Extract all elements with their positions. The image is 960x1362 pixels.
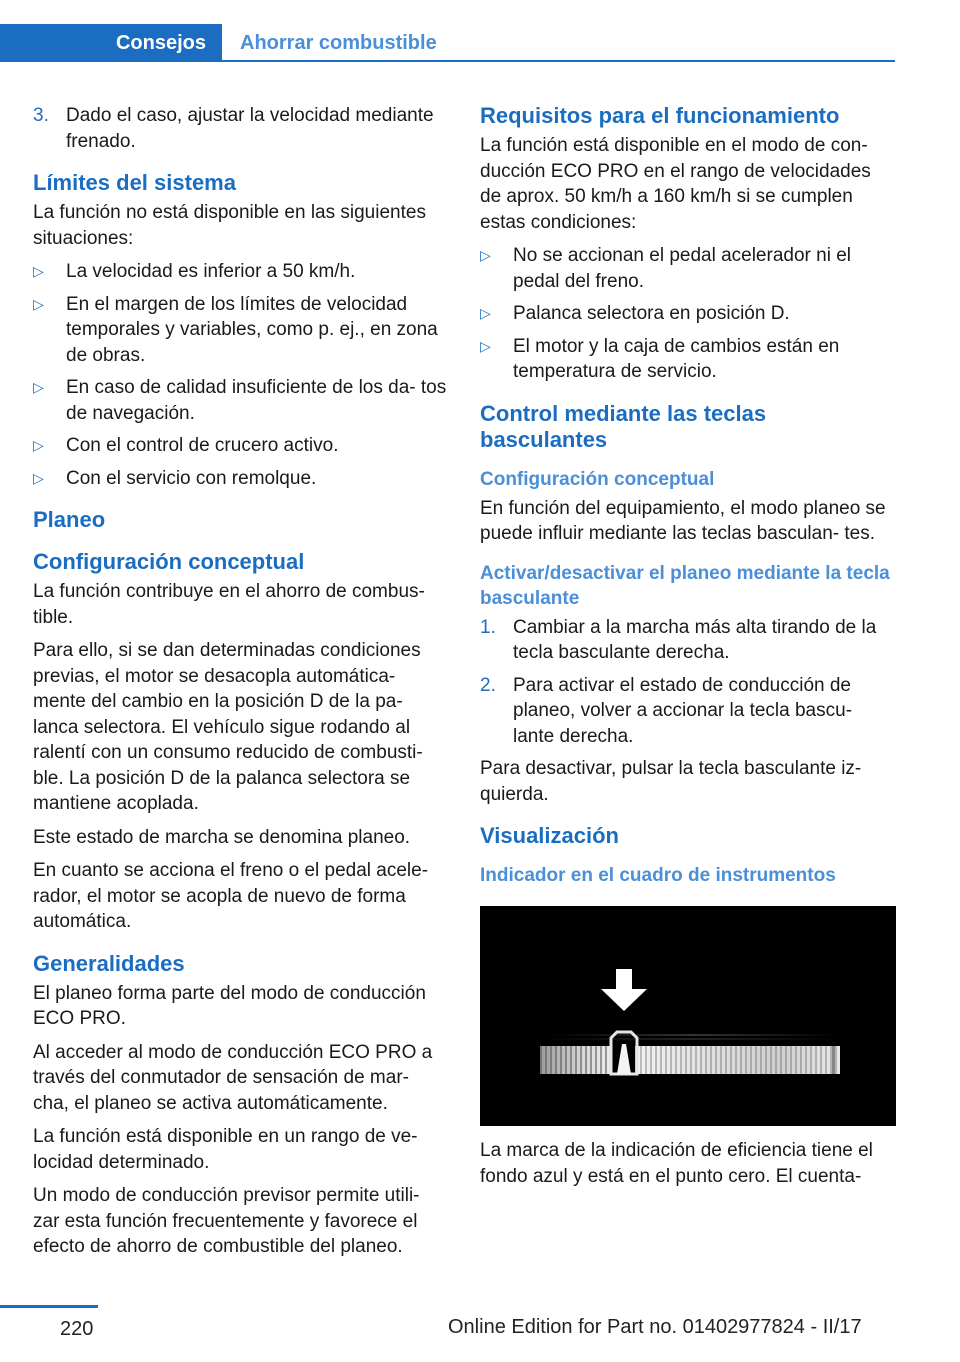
triangle-bullet-icon: ▷: [33, 295, 44, 312]
list-item: ▷ En el margen de los límites de velocidad temporales y variables, como p. ej., en zona de obras.: [33, 292, 449, 369]
list-item: ▷ El motor y la caja de cambios están en temperatura de servicio.: [480, 334, 896, 385]
page-number: 220: [60, 1318, 94, 1340]
triangle-bullet-icon: ▷: [480, 247, 491, 263]
heading-display: Visualización: [480, 823, 619, 848]
paragraph: La función está disponible en el modo de con‐ ducción ECO PRO en el rango de velocidades de aprox. 50 km/h a 160 km/h si se cumplen estas condiciones:: [480, 135, 871, 233]
step-number: 3.: [33, 105, 49, 126]
steps-list: [480, 615, 896, 750]
paragraph: Al acceder al modo de conducción ECO PRO a través del conmutador de sensación de mar‐ cha, el planeo se activa automáticamente.: [33, 1041, 433, 1114]
step-number: 2.: [480, 674, 496, 696]
subheading-indicator: Indicador en el cuadro de instrumentos: [480, 865, 836, 886]
triangle-bullet-icon: ▷: [33, 437, 44, 453]
step-1: [480, 615, 896, 666]
list-item: ▷ Con el control de crucero activo.: [33, 433, 449, 459]
list-item: ▷ Con el servicio con remolque.: [33, 466, 449, 492]
instrument-cluster-figure: [480, 906, 896, 1126]
paragraph: La función está disponible en un rango de ve‐ locidad determinado.: [33, 1126, 418, 1173]
paragraph: La función no está disponible en las siguientes situaciones:: [33, 202, 426, 249]
heading-concept: Configuración conceptual: [33, 549, 305, 574]
triangle-bullet-icon: ▷: [480, 337, 491, 354]
paragraph: La función contribuye en el ahorro de combus‐ tible.: [33, 581, 425, 628]
figure-caption: La marca de la indicación de eficiencia tiene el fondo azul y está en el punto cero. El cuenta‐: [480, 1140, 873, 1187]
triangle-bullet-icon: ▷: [33, 263, 44, 279]
paragraph: El planeo forma parte del modo de conducción ECO PRO.: [33, 982, 426, 1029]
paragraph: En cuanto se acciona el freno o el pedal acele‐ rador, el motor se acopla de nuevo de forma automática.: [33, 860, 429, 932]
right-column: [480, 103, 896, 1197]
list-item: ▷ En caso de calidad insuficiente de los da‐ tos de navegación.: [33, 375, 449, 426]
subheading-activate: Activar/desactivar el planeo mediante la tecla basculante: [480, 562, 890, 609]
triangle-bullet-icon: ▷: [33, 379, 44, 395]
step-number: 1.: [480, 616, 496, 638]
paragraph: En función del equipamiento, el modo planeo se puede influir mediante las teclas basculan‐ tes.: [480, 497, 886, 544]
step-2: [480, 673, 896, 750]
triangle-bullet-icon: ▷: [480, 305, 491, 321]
footer-rule: [0, 1305, 98, 1308]
heading-requirements: Requisitos para el funcionamiento: [480, 103, 840, 128]
header-rule: [222, 60, 895, 62]
heading-rocker-control: Control mediante las teclas basculantes: [480, 400, 767, 452]
eco-efficiency-indicator-icon: [480, 906, 896, 1126]
heading-general: Generalidades: [33, 950, 185, 976]
paragraph: Para desactivar, pulsar la tecla basculante iz‐ quierda.: [480, 758, 862, 805]
page-header: [0, 24, 895, 62]
section-tab-consejos[interactable]: Consejos: [0, 24, 222, 62]
list-item: ▷ La velocidad es inferior a 50 km/h.: [33, 259, 449, 285]
step-3: [33, 103, 449, 154]
paragraph: Para ello, si se dan determinadas condiciones previas, el motor se desacopla automática‐ mente del cambio en la posición D de la pa‐ lanca selectora. El vehículo sigue rodando al ralentí con un consumo reducido de combusti‐ ble. La posición D de la palanca selectora se mantiene acoplada.: [33, 640, 423, 814]
subheading-concept: Configuración conceptual: [480, 468, 715, 490]
step-text: Para activar el estado de conducción de planeo, volver a accionar la tecla bascu‐ lante derecha.: [513, 674, 853, 747]
requirements-list: [480, 243, 896, 385]
edition-note: Online Edition for Part no. 01402977824 - II/17: [448, 1316, 862, 1338]
heading-system-limits: Límites del sistema: [33, 170, 236, 195]
paragraph: Este estado de marcha se denomina planeo.: [33, 826, 411, 848]
list-item: ▷ Palanca selectora en posición D.: [480, 301, 896, 327]
paragraph: Un modo de conducción previsor permite utili‐ zar esta función frecuentemente y favorece el efecto de ahorro de combustible del planeo.: [33, 1185, 420, 1257]
step-text: Cambiar a la marcha más alta tirando de la tecla basculante derecha.: [513, 616, 877, 663]
section-tab-ahorrar-combustible[interactable]: Ahorrar combustible: [240, 31, 437, 54]
left-column: [33, 103, 449, 1268]
heading-planeo: Planeo: [33, 507, 106, 532]
limits-list: [33, 259, 449, 491]
triangle-bullet-icon: ▷: [33, 469, 44, 486]
list-item: ▷ No se accionan el pedal acelerador ni el pedal del freno.: [480, 243, 896, 294]
step-text: Dado el caso, ajustar la velocidad mediante frenado.: [66, 105, 434, 152]
